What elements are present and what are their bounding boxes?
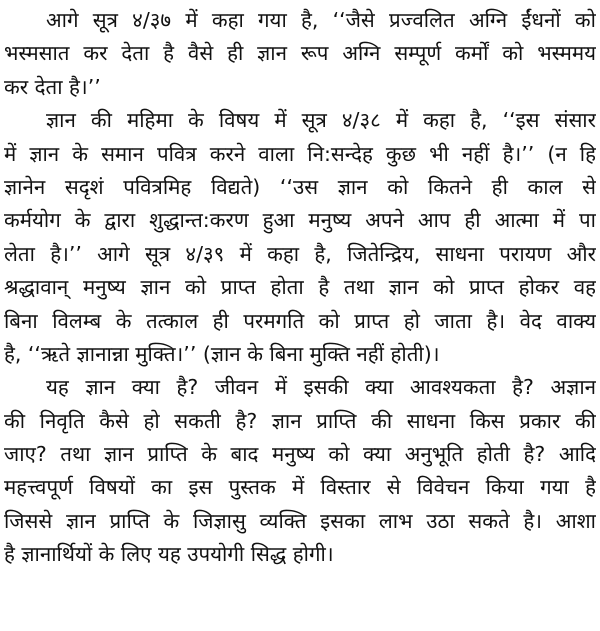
paragraph-1 bbox=[4, 4, 596, 104]
document-page bbox=[4, 4, 596, 627]
text-line: बिना विलम्ब के तत्काल ही परमगति को प्राप्त हो जाता है। वेद वाक्य bbox=[4, 308, 596, 333]
text-line: है, ‘‘ऋते ज्ञानान्ना मुक्ति।’’ (ज्ञान के बिना मुक्ति नहीं होती)। bbox=[4, 341, 440, 366]
text-line: भस्मसात कर देता है वैसे ही ज्ञान रूप अग्नि सम्पूर्ण कर्मों को भस्ममय bbox=[4, 41, 596, 66]
text-line: ज्ञानेन सदृशं पवित्रमिह विद्यते) ‘‘उस ज्ञान को कितने ही काल से bbox=[4, 174, 596, 199]
text-line: लेता है।’’ आगे सूत्र ४/३९ में कहा है, जितेन्द्रिय, साधना परायण और bbox=[4, 241, 596, 266]
text-line: आगे सूत्र ४/३७ में कहा गया है, ‘‘जैसे प्रज्वलित अग्नि ईंधनों को bbox=[46, 8, 596, 32]
text-line: महत्त्वपूर्ण विषयों का इस पुस्तक में विस्तार से विवेचन किया गया है bbox=[4, 475, 596, 500]
paragraph-3 bbox=[4, 371, 596, 571]
text-line: में ज्ञान के समान पवित्र करने वाला नि:सन्देह कुछ भी नहीं है।’’ (न हि bbox=[4, 141, 596, 166]
text-line: की निवृति कैसे हो सकती है? ज्ञान प्राप्ति की साधना किस प्रकार की bbox=[4, 408, 596, 433]
text-line: यह ज्ञान क्या है? जीवन में इसकी क्या आवश्यकता है? अज्ञान bbox=[46, 375, 596, 400]
text-line: ज्ञान की महिमा के विषय में सूत्र ४/३८ में कहा है, ‘‘इस संसार bbox=[46, 108, 596, 133]
paragraph-2 bbox=[4, 104, 596, 371]
text-line: कर्मयोग के द्वारा शुद्धान्त:करण हुआ मनुष्य अपने आप ही आत्मा में पा bbox=[4, 208, 596, 233]
text-line: श्रद्धावान् मनुष्य ज्ञान को प्राप्त होता है तथा ज्ञान को प्राप्त होकर वह bbox=[4, 275, 596, 300]
text-line: जिससे ज्ञान प्राप्ति के जिज्ञासु व्यक्ति इसका लाभ उठा सकते है। आशा bbox=[4, 508, 596, 533]
text-line: जाए? तथा ज्ञान प्राप्ति के बाद मनुष्य को क्या अनुभूति होती है? आदि bbox=[4, 442, 596, 467]
text-line: कर देता है।’’ bbox=[4, 74, 101, 99]
text-line: है ज्ञानार्थियों के लिए यह उपयोगी सिद्ध होगी। bbox=[4, 542, 334, 567]
